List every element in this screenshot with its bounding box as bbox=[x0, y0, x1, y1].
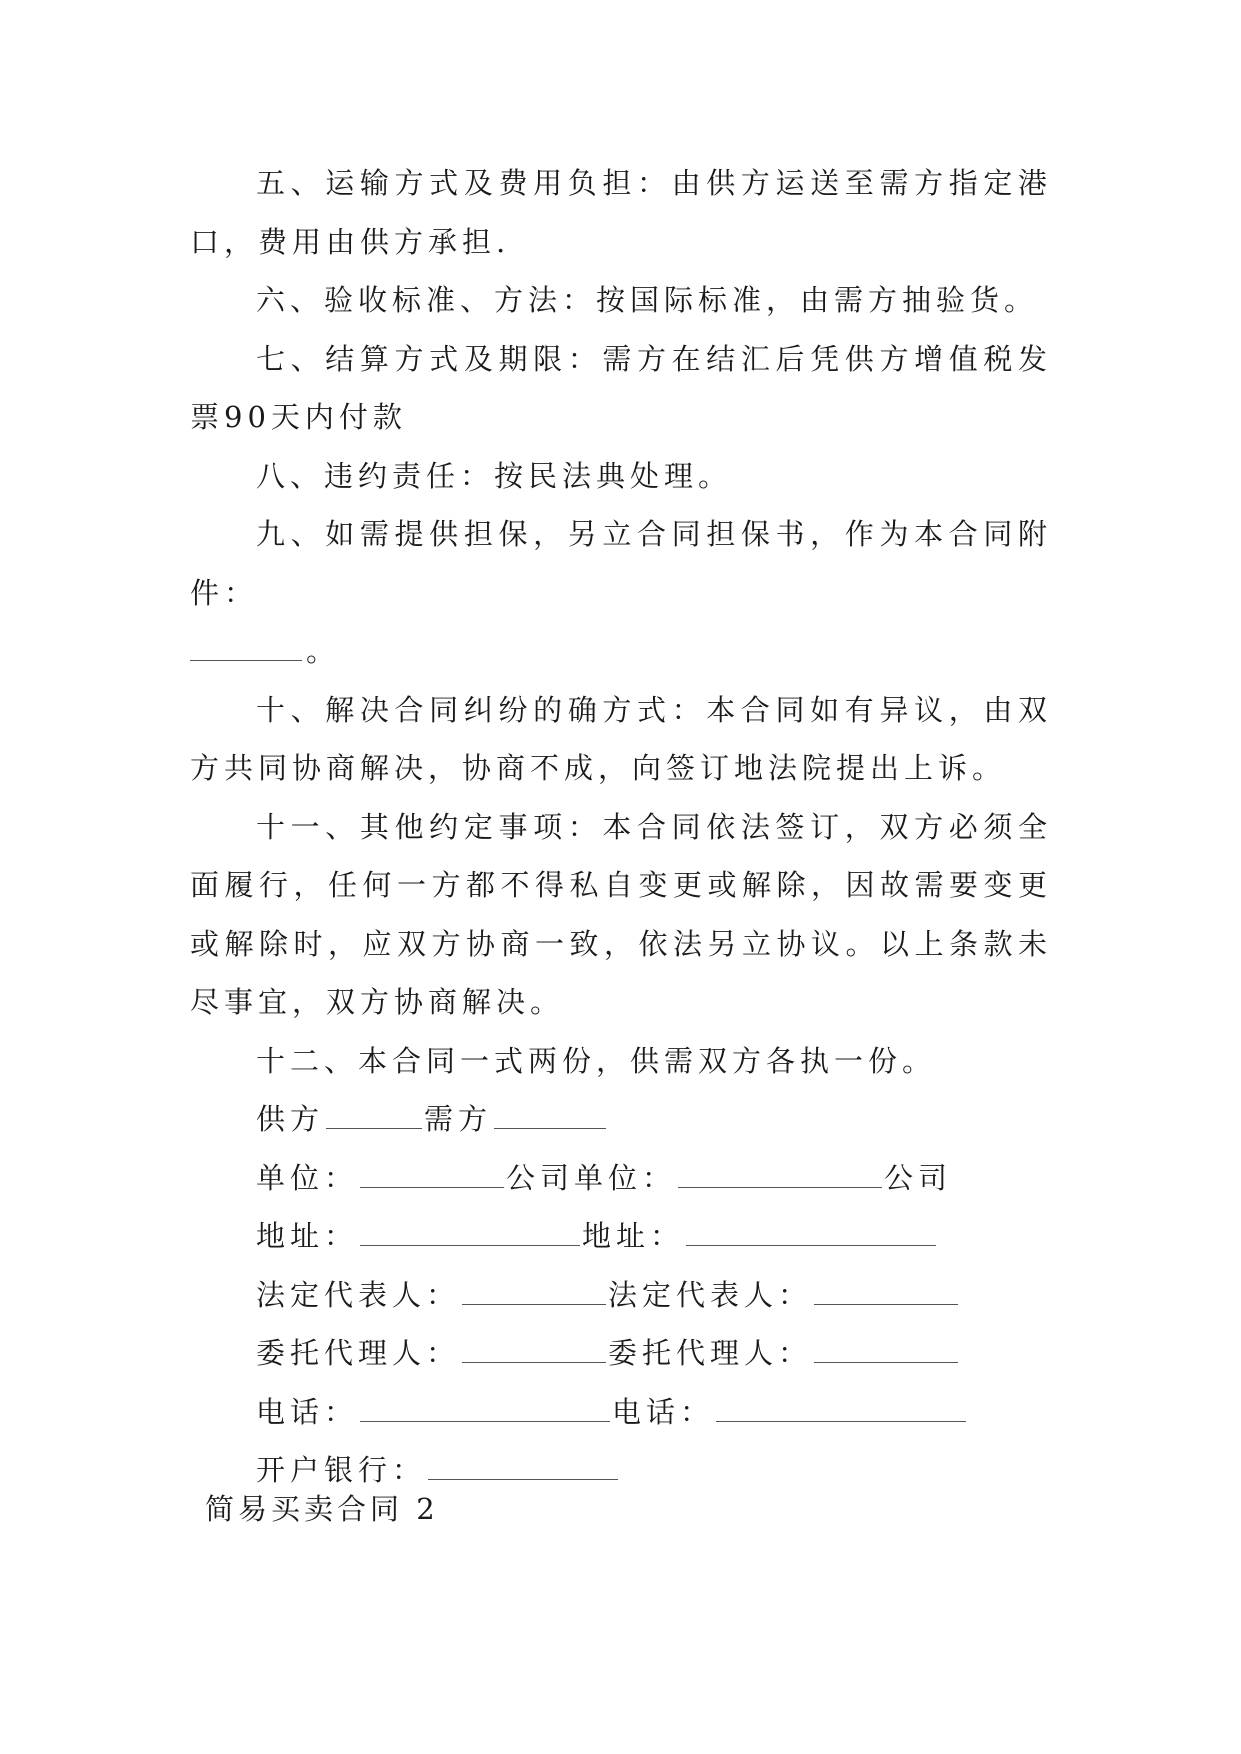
sig-unit bbox=[190, 1149, 1052, 1208]
contract-body bbox=[190, 154, 1052, 1500]
phone-label-2: 电话： bbox=[612, 1394, 715, 1429]
clause-guarantee bbox=[190, 505, 1052, 681]
clause-dispute: 十、解决合同纠纷的确方式：本合同如有异议，由双方共同协商解决，协商不成，向签订地法院提出上诉。 bbox=[190, 692, 1052, 785]
guarantee-blank bbox=[190, 638, 302, 661]
legal-rep-label-2: 法定代表人： bbox=[608, 1277, 813, 1312]
unit-blank-2 bbox=[678, 1165, 882, 1188]
company-label: 公司 bbox=[884, 1160, 953, 1195]
legal-rep-blank-1 bbox=[462, 1282, 606, 1305]
clause-transport: 五、运输方式及费用负担：由供方运送至需方指定港口，费用由供方承担. bbox=[190, 166, 1052, 259]
bank-label: 开户银行： bbox=[256, 1453, 427, 1487]
legal-rep-label-1: 法定代表人： bbox=[256, 1277, 461, 1312]
clause-copies: 十二、本合同一式两份，供需双方各执一份。 bbox=[256, 1043, 937, 1078]
supplier-label: 供方 bbox=[256, 1102, 325, 1136]
supplier-blank bbox=[326, 1106, 422, 1129]
clause-other: 十一、其他约定事项：本合同依法签订，双方必须全面履行，任何一方都不得私自变更或解除，因故需要变更或解除时，应双方协商一致，依法另立协议。以上条款未尽事宜，双方协商解决。 bbox=[190, 809, 1052, 1019]
clause-liability: 八、违约责任：按民法典处理。 bbox=[256, 458, 733, 493]
address-blank-2 bbox=[686, 1223, 936, 1246]
clause-guarantee-end: 。 bbox=[306, 634, 341, 668]
phone-blank-1 bbox=[360, 1399, 610, 1422]
next-contract-title: 简易买卖合同 2 bbox=[205, 1492, 439, 1526]
unit-blank-1 bbox=[360, 1165, 504, 1188]
bank-blank bbox=[428, 1457, 618, 1480]
sig-legal-rep bbox=[190, 1266, 1052, 1325]
phone-label-1: 电话： bbox=[256, 1394, 359, 1429]
buyer-label: 需方 bbox=[424, 1102, 493, 1136]
company-unit-label: 公司单位： bbox=[506, 1160, 677, 1195]
buyer-blank bbox=[494, 1106, 606, 1129]
sig-parties bbox=[190, 1090, 1052, 1149]
sig-address bbox=[190, 1207, 1052, 1266]
address-label-2: 地址： bbox=[582, 1219, 685, 1253]
phone-blank-2 bbox=[716, 1399, 966, 1422]
clause-guarantee-text: 九、如需提供担保，另立合同担保书，作为本合同附件： bbox=[190, 517, 1052, 610]
clause-acceptance: 六、验收标准、方法：按国际标准，由需方抽验货。 bbox=[256, 283, 1039, 317]
agent-label-1: 委托代理人： bbox=[256, 1336, 461, 1370]
agent-blank-1 bbox=[462, 1340, 606, 1363]
agent-blank-2 bbox=[814, 1340, 958, 1363]
clause-settlement: 七、结算方式及期限：需方在结汇后凭供方增值税发票90天内付款 bbox=[190, 341, 1052, 434]
unit-label: 单位： bbox=[256, 1160, 359, 1195]
legal-rep-blank-2 bbox=[814, 1282, 958, 1305]
agent-label-2: 委托代理人： bbox=[608, 1336, 813, 1370]
sig-agent bbox=[190, 1324, 1052, 1383]
address-label-1: 地址： bbox=[256, 1219, 359, 1253]
sig-phone bbox=[190, 1383, 1052, 1442]
address-blank-1 bbox=[360, 1223, 580, 1246]
